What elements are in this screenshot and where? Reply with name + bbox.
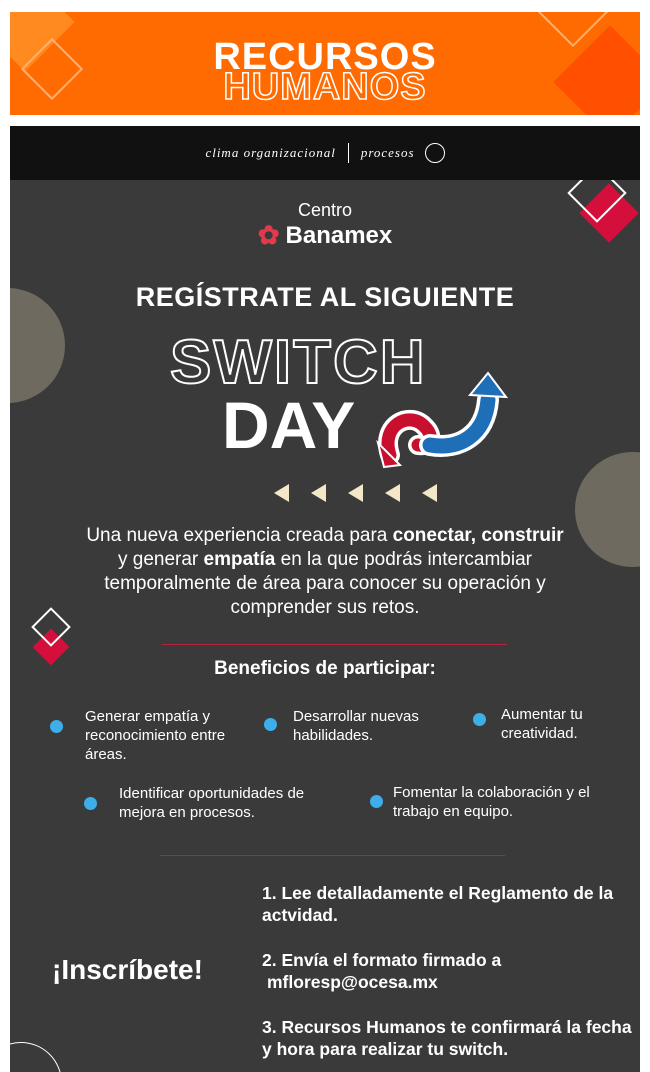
brand-line1: Centro <box>297 200 353 220</box>
signup-step-2 <box>262 949 622 993</box>
nav-item-procesos[interactable]: procesos <box>360 145 415 160</box>
signup-step-3: 3. Recursos Humanos te confirmará la fecha y hora para realizar tu switch. <box>262 1017 632 1059</box>
left-triangle-icon <box>385 484 400 502</box>
decor-circle <box>575 452 640 567</box>
bullet-dot <box>50 720 63 733</box>
desc-part1: Una nueva experiencia creada para <box>86 525 393 546</box>
desc-bold1: conectar, construir <box>392 525 564 546</box>
header-banner <box>10 12 640 115</box>
signup-email-link[interactable]: mfloresp@ocesa.mx <box>267 972 438 992</box>
brand-line2: Banamex <box>285 221 393 249</box>
benefit-item: Generar empatía y reconocimiento entre áreas. <box>85 708 226 763</box>
desc-bold2: empatía <box>203 549 276 570</box>
nav-item-clima[interactable]: clima organizacional <box>205 145 336 160</box>
main-panel <box>10 180 640 1072</box>
brand-logo <box>10 200 640 251</box>
nav-bar <box>10 126 640 180</box>
headline: REGÍSTRATE AL SIGUIENTE <box>135 282 515 312</box>
decor-circle <box>10 1042 62 1072</box>
header-title-line2: HUMANOS <box>223 66 427 108</box>
benefit-item: Desarrollar nuevas habilidades. <box>293 708 419 744</box>
benefit-item: Fomentar la colaboración y el trabajo en equipo. <box>393 784 590 820</box>
benefit-item: Aumentar tu creatividad. <box>501 706 583 742</box>
header-title-line1: RECURSOS <box>213 36 437 78</box>
switch-arrows-icon <box>370 365 520 475</box>
bullet-dot <box>370 795 383 808</box>
left-triangle-icon <box>348 484 363 502</box>
bullet-dot <box>264 718 277 731</box>
benefits-title: Beneficios de participar: <box>214 658 436 679</box>
hero-word-switch: SWITCH <box>170 328 427 397</box>
bullet-dot <box>84 797 97 810</box>
brand-logo-icon <box>425 143 445 163</box>
brand-line2-wrap <box>258 220 393 251</box>
left-triangle-icon <box>274 484 289 502</box>
description <box>80 524 570 620</box>
desc-part2: y generar <box>117 549 204 570</box>
banamex-logo-icon: ✿ <box>257 220 280 250</box>
benefit-item: Identificar oportunidades de mejora en procesos. <box>119 785 305 821</box>
signup-title: ¡Inscríbete! <box>52 954 203 985</box>
divider <box>162 644 507 645</box>
signup-step-2-text: 2. Envía el formato firmado a <box>262 950 502 970</box>
left-triangle-icon <box>422 484 437 502</box>
arrow-row <box>274 484 437 502</box>
divider <box>160 855 505 856</box>
hero-word-day: DAY <box>222 388 356 462</box>
signup-step-1: 1. Lee detalladamente el Reglamento de la actvidad. <box>262 883 614 925</box>
nav-divider <box>348 143 349 163</box>
desc-part3: en la que podrás intercambiar temporalmente de área para conocer su operación y comprender sus retos. <box>104 549 546 618</box>
left-triangle-icon <box>311 484 326 502</box>
bullet-dot <box>473 713 486 726</box>
